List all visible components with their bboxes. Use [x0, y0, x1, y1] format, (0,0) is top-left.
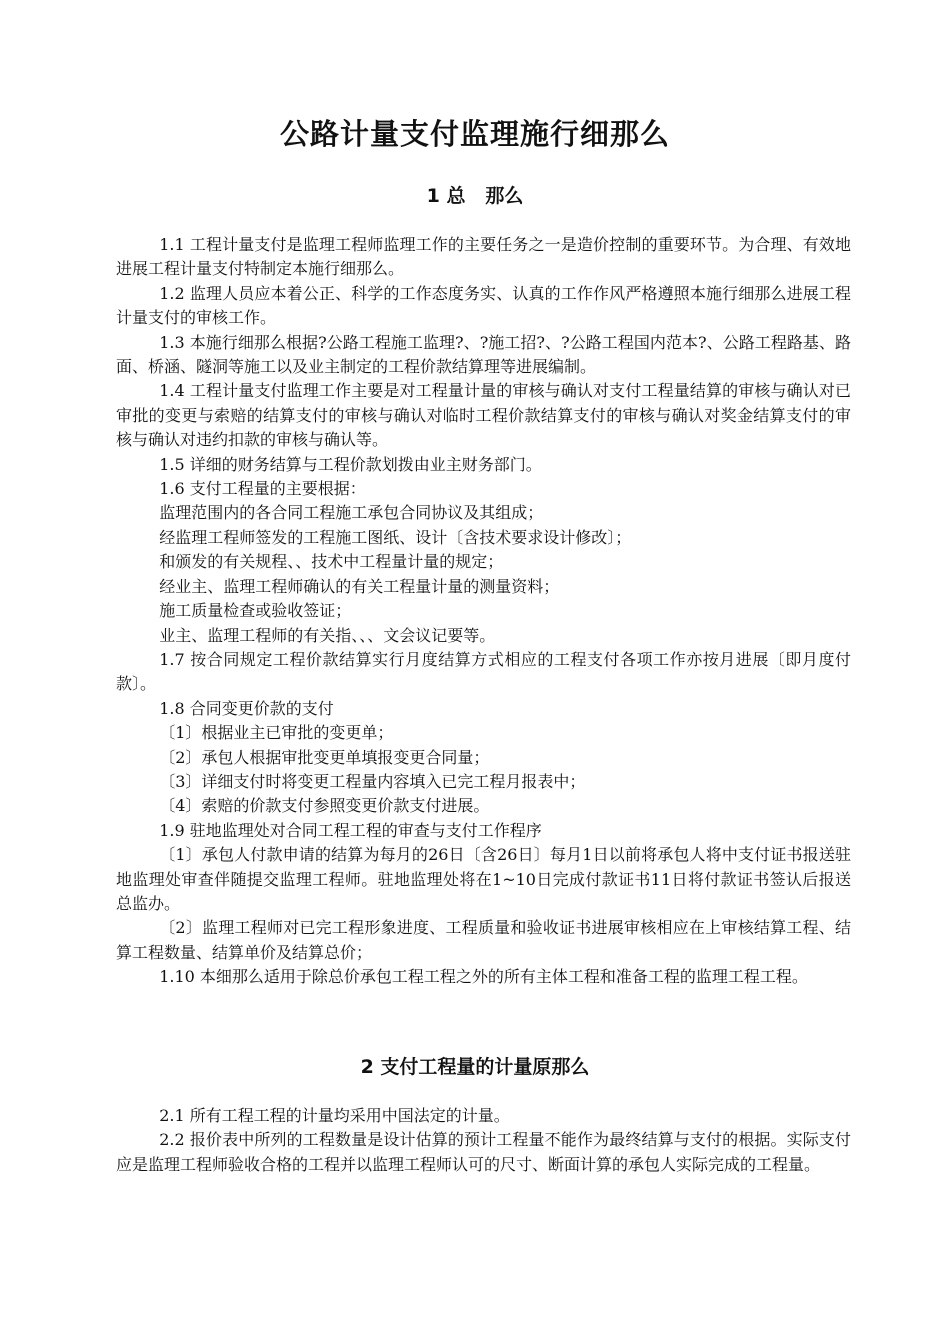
procedure-item-2: 〔2〕监理工程师对已完工程形象进度、工程质量和验收证书进展审核相应在上审核结算工程、结算工程数量、结算单价及结算总价；	[116, 918, 851, 962]
change-item-1: 〔1〕根据业主已审批的变更单；	[159, 723, 394, 743]
change-item-2: 〔2〕承包人根据审批变更单填报变更合同量；	[159, 747, 490, 767]
document-title: 公路计量支付监理施行细那么	[279, 117, 670, 151]
paragraph-1-8: 1.8 合同变更价款的支付	[159, 698, 334, 718]
paragraph-1-7: 1.7 按合同规定工程价款结算实行月度结算方式相应的工程支付各项工作亦按月进展〔即月度付款〕。	[116, 649, 851, 694]
paragraph-1-3: 1.3 本施行细那么根据?公路工程施工监理?、?施工招?、?公路工程国内范本?、公路工程路基、路面、桥涵、隧洞等施工以及业主制定的工程价款结算理等进展编制。	[116, 332, 851, 377]
paragraph-2-1: 2.1 所有工程工程的计量均采用中国法定的计量。	[159, 1106, 510, 1125]
change-item-3: 〔3〕详细支付时将变更工程量内容填入已完工程月报表中；	[159, 771, 586, 791]
paragraph-1-1: 1.1 工程计量支付是监理工程师监理工作的主要任务之一是造价控制的重要环节。为合理、有效地进展工程计量支付特制定本施行细那么。	[116, 235, 851, 279]
paragraph-1-5: 1.5 详细的财务结算与工程价款划拨由业主财务部门。	[159, 454, 542, 474]
basis-item-6: 业主、监理工程师的有关指、、、文会议记要等。	[159, 625, 496, 645]
paragraph-1-2: 1.2 监理人员应本着公正、科学的工作态度务实、认真的工作作风严格遵照本施行细那么进展工程计量支付的审核工作。	[116, 283, 851, 328]
paragraph-1-4: 1.4 工程计量支付监理工作主要是对工程量计量的审核与确认对支付工程量结算的审核与确认对已审批的变更与索赔的结算支付的审核与确认对临时工程价款结算支付的审核与确认对奖金结算支付的审核与确认对违约扣款的审核与确认等。	[116, 381, 851, 450]
section-body-measurement-principles	[116, 1104, 851, 1177]
section-heading-measurement-principles: 2 支付工程量的计量原那么	[360, 1056, 590, 1078]
paragraph-1-9: 1.9 驻地监理处对合同工程工程的审查与支付工作程序	[159, 820, 542, 840]
basis-item-1: 监理范围内的各合同工程施工承包合同协议及其组成；	[159, 503, 544, 523]
paragraph-2-2: 2.2 报价表中所列的工程数量是设计估算的预计工程量不能作为最终结算与支付的根据。实际支付应是监理工程师验收合格的工程并以监理工程师认可的尺寸、断面计算的承包人实际完成的工程量。	[116, 1130, 851, 1174]
change-item-4: 〔4〕索赔的价款支付参照变更价款支付进展。	[159, 796, 490, 816]
paragraph-1-10: 1.10 本细那么适用于除总价承包工程工程之外的所有主体工程和准备工程的监理工程工程。	[159, 967, 808, 987]
section-heading-general: 1 总 那么	[426, 185, 524, 207]
paragraph-1-6: 1.6 支付工程量的主要根据：	[159, 479, 366, 499]
basis-item-3: 和颁发的有关规程、、技术中工程量计量的规定；	[159, 552, 504, 572]
basis-item-4: 经业主、监理工程师确认的有关工程量计量的测量资料；	[159, 576, 560, 596]
section-body-general	[116, 233, 851, 990]
basis-item-2: 经监理工程师签发的工程施工图纸、设计〔含技术要求设计修改〕；	[159, 527, 632, 547]
basis-item-5: 施工质量检查或验收签证；	[159, 601, 352, 621]
procedure-item-1: 〔1〕承包人付款申请的结算为每月的26日〔含26日〕每月1日以前将承包人将中支付证书报送驻地监理处审查伴随提交监理工程师。驻地监理处将在1~10日完成付款证书11日将付款证书签认后报送总监办。	[116, 845, 851, 913]
